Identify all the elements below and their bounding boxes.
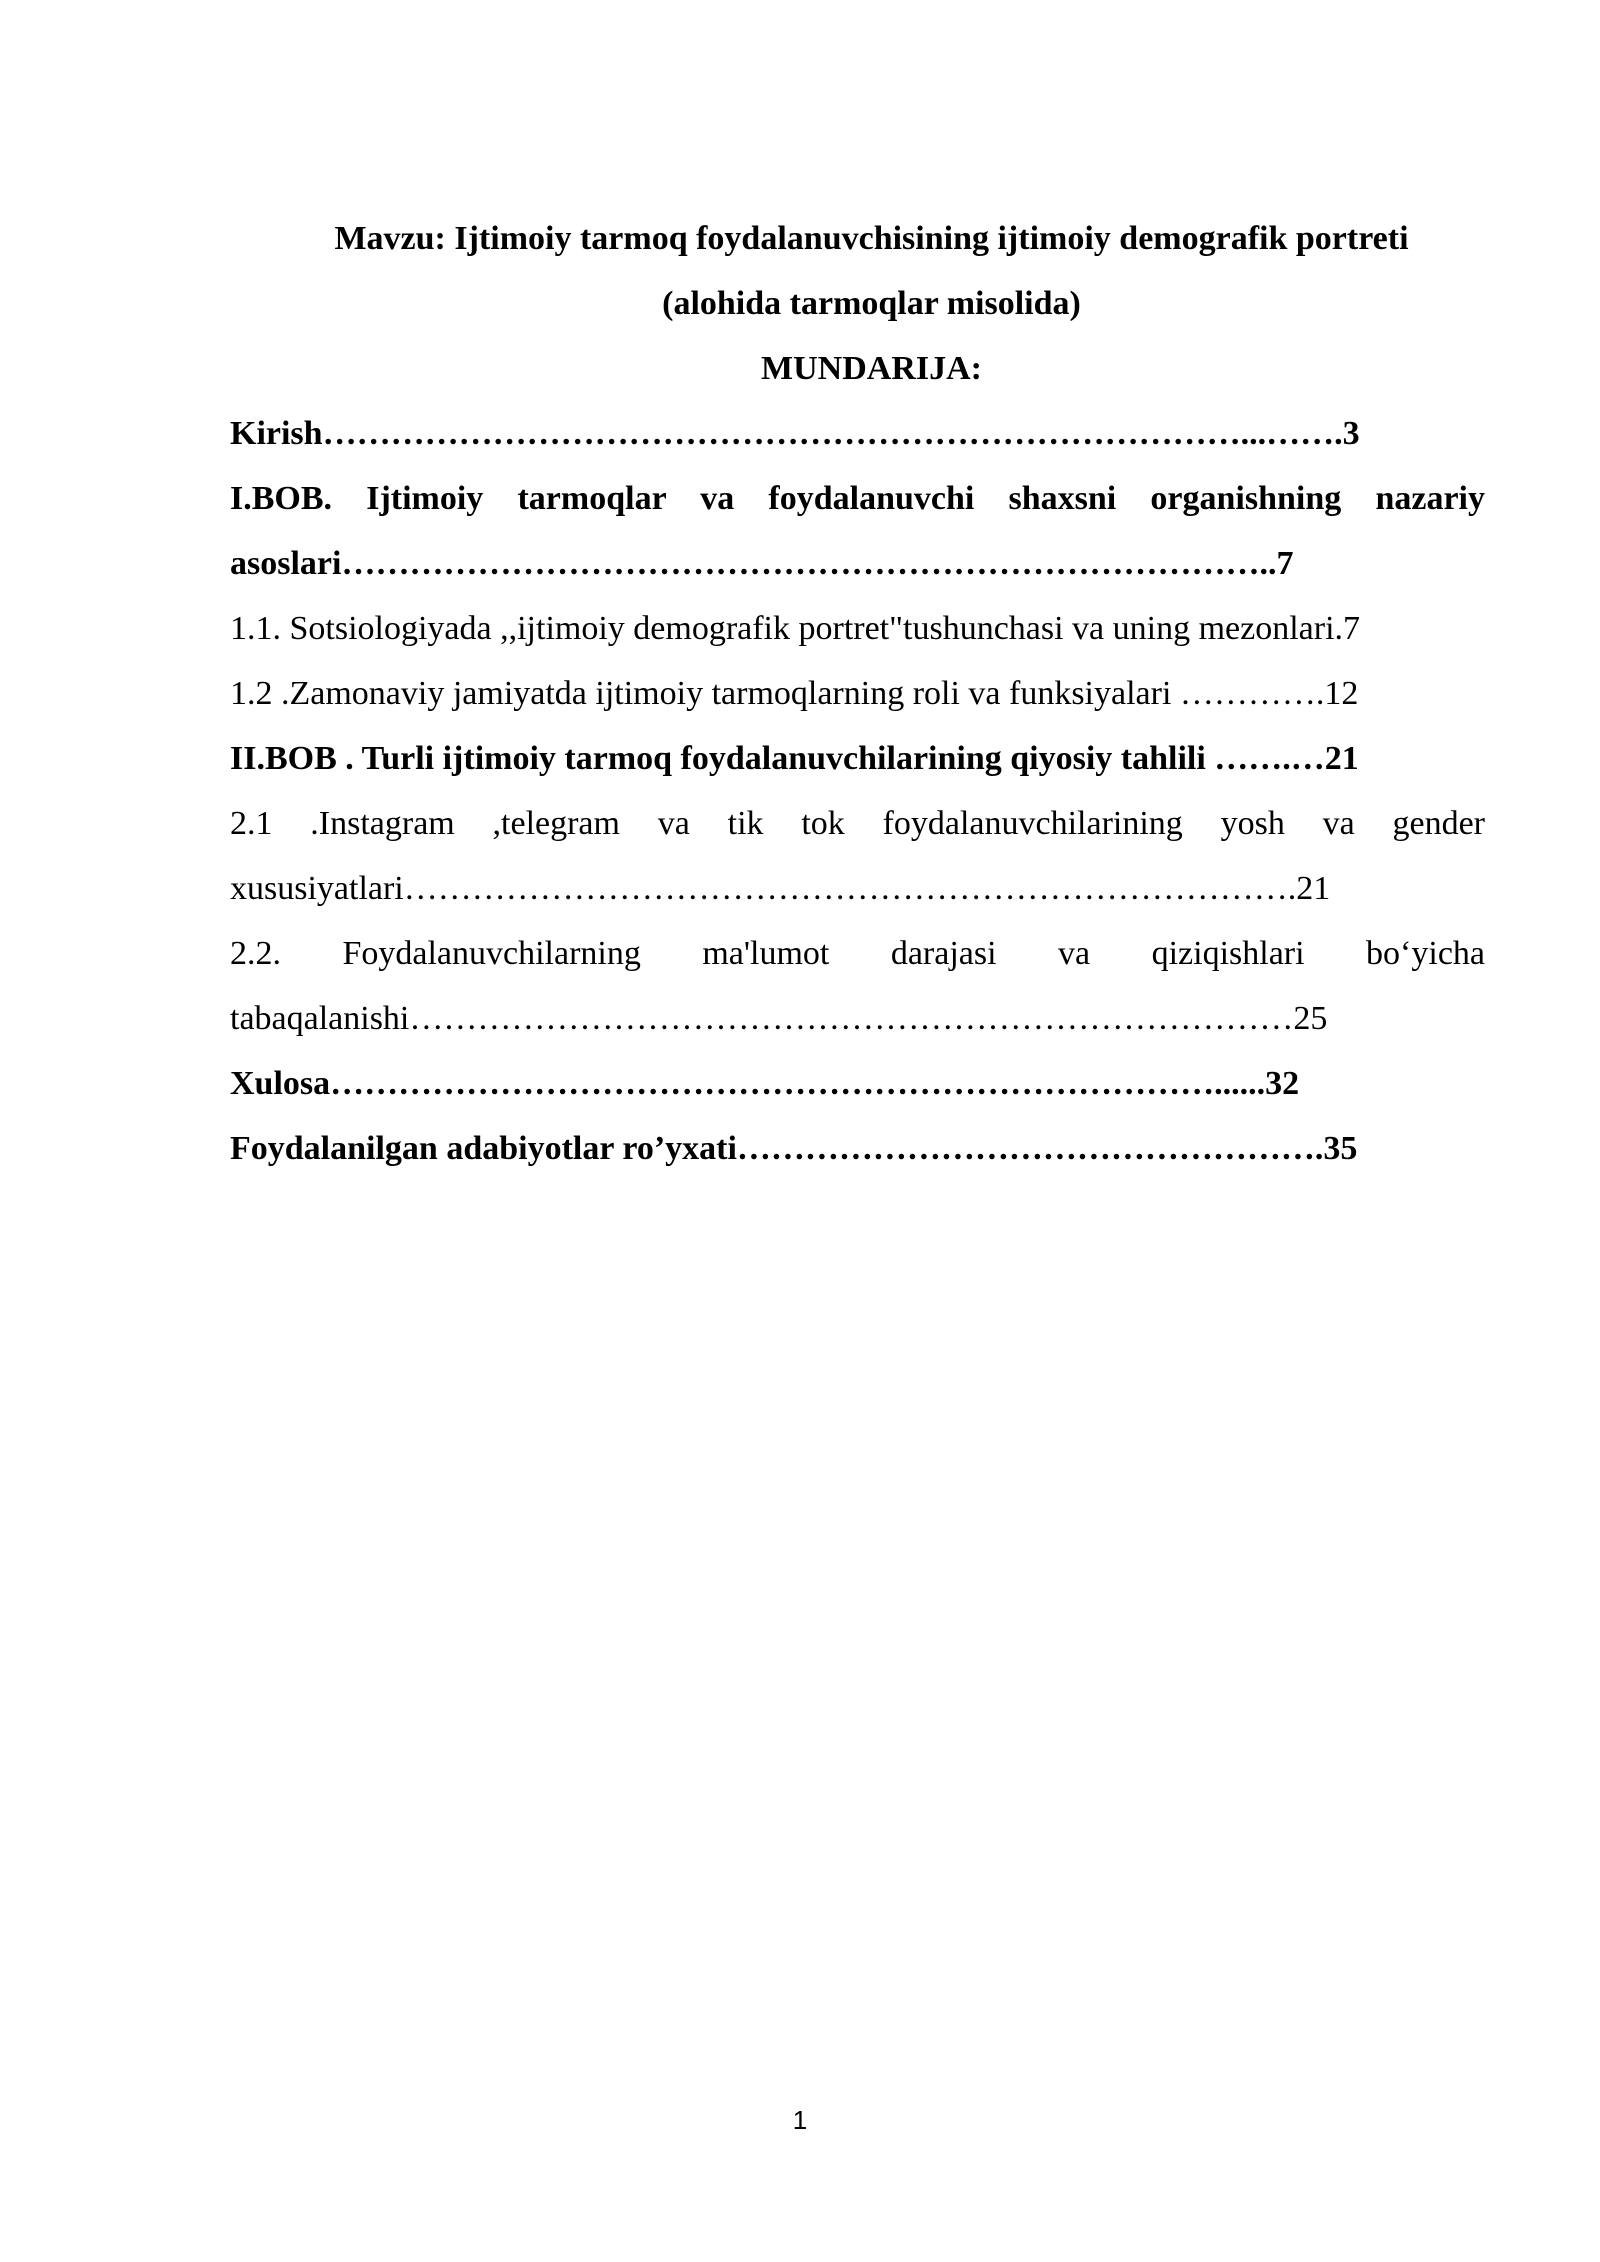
title-line-1: Mavzu: Ijtimoiy tarmoq foydalanuvchisining ijtimoiy demografik portreti bbox=[334, 220, 1409, 257]
table-of-contents bbox=[230, 401, 1485, 1181]
document-title bbox=[258, 206, 1485, 401]
toc-entry-2-2-line1: 2.2. Foydalanuvchilarning ma'lumot darajasi va qiziqishlari bo‘yicha bbox=[230, 935, 1485, 972]
toc-entry-bob2: II.BOB . Turli ijtimoiy tarmoq foydalanuvchilarining qiyosiy tahlili …….…21 bbox=[230, 740, 1359, 777]
toc-entry-bob1-line1: I.BOB. Ijtimoiy tarmoqlar va foydalanuvchi shaxsni organishning nazariy bbox=[230, 480, 1485, 517]
toc-entry-1-2: 1.2 .Zamonaviy jamiyatda ijtimoiy tarmoqlarning roli va funksiyalari ………….12 bbox=[230, 675, 1359, 712]
toc-entry-2-2-line2: tabaqalanishi……………………………………………………………………25 bbox=[230, 1000, 1328, 1037]
page-number: 1 bbox=[792, 2105, 808, 2135]
toc-entry-xulosa: Xulosa……………………………………………………………………......32 bbox=[230, 1065, 1300, 1102]
title-line-2: (alohida tarmoqlar misolida) bbox=[662, 285, 1081, 322]
toc-entry-bob1-line2: asoslari………………………………………………………………………..7 bbox=[230, 545, 1294, 582]
toc-entry-1-1: 1.1. Sotsiologiyada ,,ijtimoiy demografik portret"tushunchasi va uning mezonlari.7 bbox=[230, 610, 1361, 647]
page-content bbox=[230, 206, 1485, 1181]
toc-entry-2-1-line2: xususiyatlari…………………………………………………………………….21 bbox=[230, 870, 1331, 907]
toc-heading: MUNDARIJA: bbox=[761, 350, 982, 387]
toc-entry-2-1-line1: 2.1 .Instagram ,telegram va tik tok foydalanuvchilarining yosh va gender bbox=[230, 805, 1485, 842]
toc-entry-kirish: Kirish………………………………………………………………………...…….3 bbox=[230, 415, 1360, 452]
toc-entry-adabiyotlar: Foydalanilgan adabiyotlar ro’yxati…………………………………………….35 bbox=[230, 1130, 1358, 1167]
